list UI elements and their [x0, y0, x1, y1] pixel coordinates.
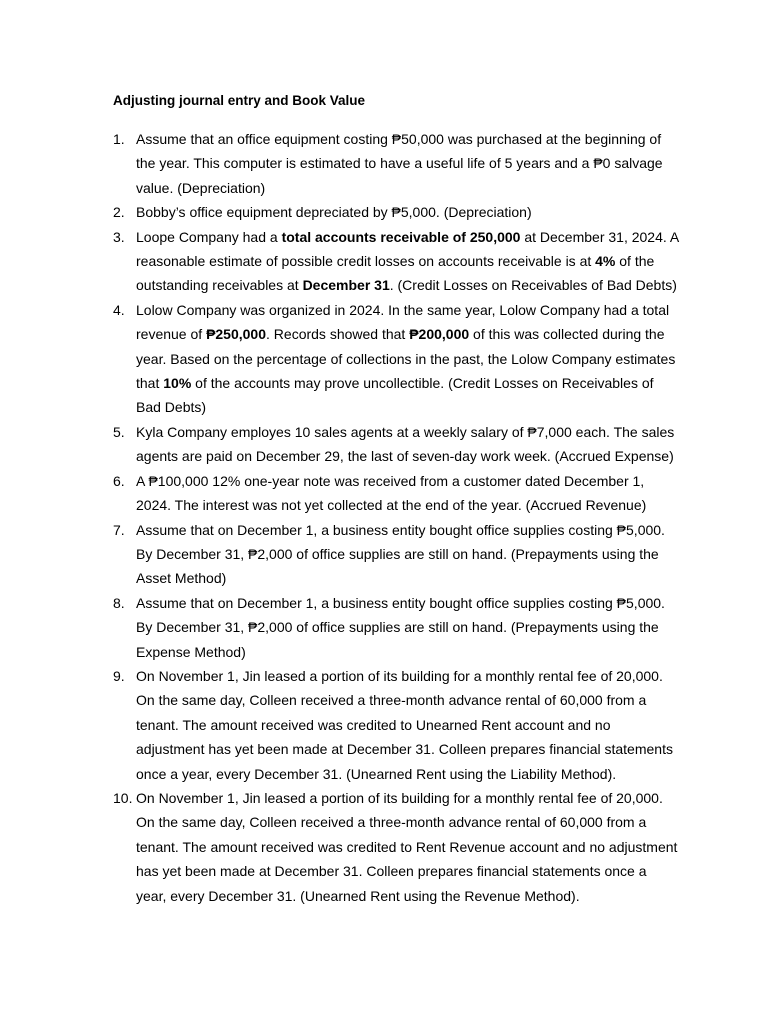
list-item-text: A ₱100,000 12% one-year note was received from a customer dated December 1, 2024. The interest was not yet collected at the end of the year. (Accrued Revenue) [136, 472, 647, 514]
list-item [113, 469, 680, 518]
list-item-emphasis: 10% [163, 375, 192, 392]
list-item [113, 298, 680, 420]
list-item-number: 10. [113, 789, 133, 806]
list-item [113, 420, 680, 469]
list-item-emphasis: December 31 [302, 277, 390, 294]
list-item-emphasis: ₱200,000 [409, 326, 470, 343]
list-item-text: . Records showed that [266, 326, 410, 343]
list-item-text: of the outstanding receivables at [136, 253, 655, 294]
list-item-number: 2. [113, 204, 125, 221]
list-item [113, 786, 680, 908]
list-item-text: Loope Company had a [136, 228, 282, 245]
list-item [113, 225, 680, 298]
list-item-text: On November 1, Jin leased a portion of its building for a monthly rental fee of 20,000. On the same day, Colleen received a three-month advance rental of 60,000 from a tenant. The amount received was credited to Rent Revenue account and no adjustment has yet been made at December 31. Colleen prepares financial statements once a year, every December 31. (Unearned Rent using the Revenue Method). [136, 789, 678, 904]
list-item [113, 664, 680, 786]
list-item [113, 591, 680, 664]
list-item [113, 518, 680, 591]
list-item-number: 6. [113, 472, 125, 489]
list-item-number: 3. [113, 228, 125, 245]
list-item-number: 4. [113, 301, 125, 318]
list-item-text: Kyla Company employes 10 sales agents at a weekly salary of ₱7,000 each. The sales agents are paid on December 29, the last of seven-day work week. (Accrued Expense) [136, 423, 675, 465]
list-item-text: Assume that an office equipment costing ₱50,000 was purchased at the beginning of the year. This computer is estimated to have a useful life of 5 years and a ₱0 salvage value. (Depreciation) [136, 131, 663, 196]
list-item-text: Lolow Company was organized in 2024. In the same year, Lolow Company had a total revenue of [136, 301, 670, 343]
list-item-number: 8. [113, 594, 125, 611]
list-item-text: Assume that on December 1, a business entity bought office supplies costing ₱5,000. By December 31, ₱2,000 of office supplies are still on hand. (Prepayments using the Expense Method) [136, 594, 665, 660]
list-item-text: On November 1, Jin leased a portion of its building for a monthly rental fee of 20,000. On the same day, Colleen received a three-month advance rental of 60,000 from a tenant. The amount received was credited to Unearned Rent account and no adjustment has yet been made at December 31. Colleen prepares financial statements once a year, every December 31. (Unearned Rent using the Liability Method). [136, 667, 673, 782]
list-item-emphasis: total accounts receivable of 250,000 [281, 228, 521, 245]
list-item-text: of this was collected during the year. Based on the percentage of collections in the past, the Lolow Company estimates that [136, 326, 676, 392]
document-title: Adjusting journal entry and Book Value [113, 93, 366, 108]
list-item [113, 200, 680, 224]
list-item-number: 5. [113, 423, 125, 440]
list-item-text: . (Credit Losses on Receivables of Bad Debts) [389, 277, 677, 294]
list-item-number: 7. [113, 521, 125, 538]
list-item-emphasis: 4% [595, 253, 616, 270]
adjusting-entries-list [113, 127, 680, 908]
list-item-text: Bobby’s office equipment depreciated by ₱5,000. (Depreciation) [136, 204, 532, 221]
list-item-number: 9. [113, 667, 125, 684]
list-item-text: at December 31, 2024. A reasonable estimate of possible credit losses on accounts receivable is at [136, 228, 679, 270]
list-item [113, 127, 680, 200]
list-item-number: 1. [113, 131, 125, 147]
list-item-text: Assume that on December 1, a business entity bought office supplies costing ₱5,000. By December 31, ₱2,000 of office supplies are still on hand. (Prepayments using the Asset Method) [136, 521, 665, 587]
list-item-emphasis: ₱250,000 [206, 326, 267, 343]
list-item-text: of the accounts may prove uncollectible. (Credit Losses on Receivables of Bad Debts) [136, 375, 654, 416]
